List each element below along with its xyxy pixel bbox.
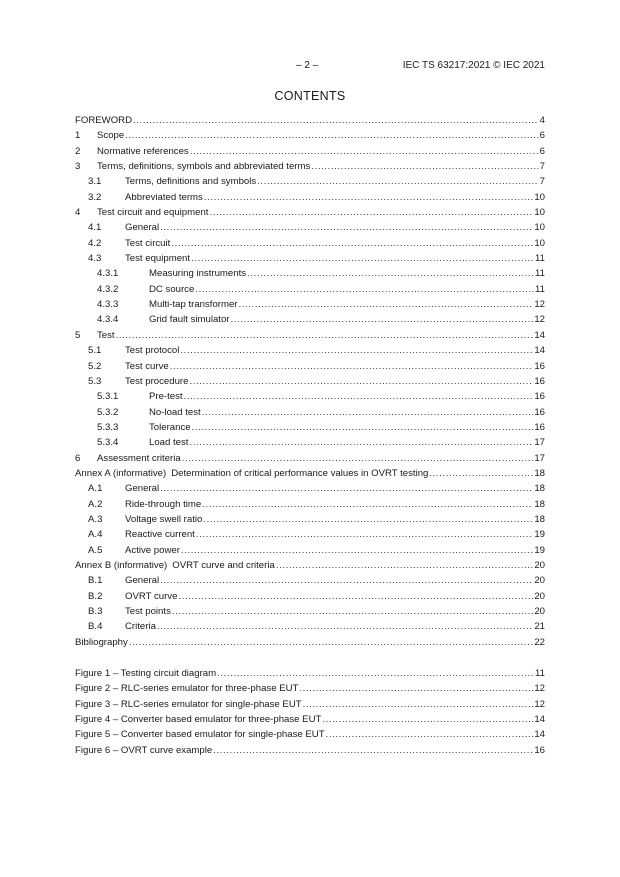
toc-entry[interactable] — [75, 527, 545, 542]
toc-entry-page: 22 — [534, 636, 545, 648]
dot-leader — [180, 343, 533, 358]
toc-entry-page: 12 — [534, 299, 545, 311]
toc-entry-number: 5.1 — [88, 345, 102, 357]
toc-entry-page: 6 — [539, 145, 545, 157]
toc-entry[interactable] — [75, 159, 545, 174]
figure-entry[interactable] — [75, 743, 545, 758]
toc-entry-number: 5.3.3 — [97, 421, 119, 433]
toc-entry[interactable] — [75, 405, 545, 420]
toc-entry-label: Normative references — [97, 145, 189, 157]
toc-entry-label: Reactive current — [125, 529, 195, 541]
toc-entry-number: 4.3.3 — [97, 299, 119, 311]
toc-entry-page: 14 — [534, 329, 545, 341]
toc-entry[interactable] — [75, 190, 545, 205]
dot-leader — [203, 512, 533, 527]
toc-entry-page: 20 — [534, 575, 545, 587]
figure-entry-label: Figure 3 – RLC-series emulator for single-phase EUT — [75, 698, 302, 710]
toc-entry-page: 7 — [539, 176, 545, 188]
dot-leader — [172, 604, 533, 619]
dot-leader — [160, 573, 533, 588]
dot-leader — [191, 251, 534, 266]
toc-entry-number: 3.2 — [88, 191, 102, 203]
dot-leader — [326, 727, 534, 742]
toc-entry-label: Test circuit — [125, 237, 171, 249]
toc-entry-page: 17 — [534, 452, 545, 464]
toc-entry[interactable] — [75, 435, 545, 450]
page-number: – 2 – — [296, 60, 319, 71]
toc-entry-label: Multi-tap transformer — [149, 299, 238, 311]
dot-leader — [231, 312, 534, 327]
toc-entry[interactable] — [75, 619, 545, 634]
toc-entry[interactable] — [75, 113, 545, 128]
toc-entry-page: 11 — [535, 268, 545, 280]
toc-entry-label: Voltage swell ratio — [125, 513, 203, 525]
dot-leader — [202, 405, 534, 420]
toc-entry-number: A.5 — [88, 544, 103, 556]
toc-entry-label: No-load test — [149, 406, 201, 418]
dot-leader — [178, 589, 533, 604]
toc-entry-page: 20 — [534, 559, 545, 571]
figure-entry-page: 16 — [534, 744, 545, 756]
dot-leader — [209, 205, 533, 220]
dot-leader — [171, 236, 533, 251]
toc-entry-page: 18 — [534, 467, 545, 479]
dot-leader — [239, 297, 534, 312]
dot-leader — [299, 681, 533, 696]
page-title: CONTENTS — [274, 89, 346, 103]
toc-entry-page: 19 — [534, 529, 545, 541]
figure-entry[interactable] — [75, 727, 545, 742]
dot-leader — [129, 635, 534, 650]
toc-entry-label: Terms, definitions, symbols and abbreviated terms — [97, 161, 311, 173]
figure-entry-page: 14 — [534, 714, 545, 726]
toc-entry-number: 4.3.1 — [97, 268, 119, 280]
dot-leader — [189, 435, 533, 450]
toc-entry-number: Annex B (informative) — [75, 559, 168, 571]
toc-entry-number: A.3 — [88, 513, 103, 525]
toc-entry-label: General — [125, 575, 160, 587]
toc-entry-label: OVRT curve and criteria — [172, 559, 275, 571]
toc-entry-number: 3.1 — [88, 176, 102, 188]
figure-entry-label: Figure 1 – Testing circuit diagram — [75, 668, 217, 680]
dot-leader — [157, 619, 533, 634]
dot-leader — [276, 558, 534, 573]
dot-leader — [184, 389, 534, 404]
toc-entry[interactable] — [75, 144, 545, 159]
toc-entry-page: 17 — [534, 437, 545, 449]
toc-entry[interactable] — [75, 297, 545, 312]
document-id: IEC TS 63217:2021 © IEC 2021 — [402, 60, 545, 71]
toc-entry-number: 5.3.4 — [97, 437, 119, 449]
toc-entry-label: Test procedure — [125, 375, 189, 387]
toc-entry-number: 4.1 — [88, 222, 102, 234]
dot-leader — [125, 128, 538, 143]
toc-entry-page: 10 — [534, 222, 545, 234]
toc-entry[interactable] — [75, 282, 545, 297]
toc-entry-label: Grid fault simulator — [149, 314, 230, 326]
toc-entry-label: Load test — [149, 437, 189, 449]
toc-entry-page: 4 — [539, 115, 545, 126]
toc-entry-label: OVRT curve — [125, 590, 178, 602]
dot-leader — [303, 697, 534, 712]
dot-leader — [257, 174, 538, 189]
page-header — [0, 60, 620, 74]
toc-entry[interactable] — [75, 174, 545, 189]
toc-entry-label: Test points — [125, 606, 171, 617]
toc-entry-label: Scope — [97, 130, 125, 142]
figure-entry[interactable] — [75, 697, 545, 712]
toc-entry-page: 20 — [534, 606, 545, 617]
figure-entry-page: 12 — [534, 698, 545, 710]
toc-entry-page: 16 — [534, 391, 545, 403]
toc-entry-page: 10 — [534, 207, 545, 219]
toc-entry-page: 14 — [534, 345, 545, 357]
toc-entry-page: 18 — [534, 498, 545, 510]
toc-entry-label: Tolerance — [149, 421, 191, 433]
dot-leader — [160, 481, 533, 496]
dot-leader — [196, 527, 533, 542]
toc-entry-label: Test circuit and equipment — [97, 207, 209, 219]
toc-entry-page: 7 — [539, 161, 545, 173]
toc-entry[interactable] — [75, 236, 545, 251]
toc-entry-label: Pre-test — [149, 391, 183, 403]
toc-entry-label: Active power — [125, 544, 180, 556]
toc-entry-page: 20 — [534, 590, 545, 602]
figure-entry-label: Figure 5 – Converter based emulator for single-phase EUT — [75, 729, 325, 741]
toc-entry[interactable] — [75, 266, 545, 281]
toc-entry-label: Test protocol — [125, 345, 180, 357]
dot-leader — [195, 282, 534, 297]
toc-entry-label: General — [125, 222, 160, 234]
dot-leader — [182, 451, 534, 466]
figure-entry[interactable] — [75, 666, 545, 681]
toc-entry-number: B.4 — [88, 621, 103, 633]
toc-entry-number: 5.2 — [88, 360, 102, 372]
dot-leader — [160, 220, 533, 235]
toc-entry[interactable] — [75, 128, 545, 143]
toc-entry-number: 5.3 — [88, 375, 102, 387]
toc-entry-page: 21 — [534, 621, 545, 633]
toc-entry-label: Measuring instruments — [149, 268, 247, 280]
toc-entry[interactable] — [75, 205, 545, 220]
toc-entry-page: 10 — [534, 237, 545, 249]
toc-entry-page: 12 — [534, 314, 545, 326]
section-gap — [75, 650, 545, 666]
dot-leader — [204, 190, 533, 205]
toc-entry-page: 18 — [534, 483, 545, 495]
toc-entry-label: Determination of critical performance values in OVRT testing — [171, 467, 429, 479]
toc-entry-page: 11 — [535, 253, 545, 265]
figure-entry[interactable] — [75, 681, 545, 696]
table-of-contents — [75, 113, 545, 758]
toc-entry[interactable] — [75, 251, 545, 266]
toc-entry[interactable] — [75, 312, 545, 327]
toc-entry-page: 10 — [534, 191, 545, 203]
toc-entry-label: Abbreviated terms — [125, 191, 203, 203]
toc-entry-number: A.4 — [88, 529, 103, 541]
toc-entry-number: B.2 — [88, 590, 103, 602]
dot-leader — [311, 159, 538, 174]
toc-entry[interactable] — [75, 420, 545, 435]
figure-entry-label: Figure 6 – OVRT curve example — [75, 744, 213, 756]
dot-leader — [170, 359, 534, 374]
toc-entry-number: 1 — [75, 130, 81, 142]
dot-leader — [181, 543, 533, 558]
toc-entry-number: 5.3.1 — [97, 391, 119, 403]
dot-leader — [322, 712, 533, 727]
toc-entry[interactable] — [75, 359, 545, 374]
toc-entry-number: 4 — [75, 207, 81, 219]
toc-entry-label: General — [125, 483, 160, 495]
toc-entry-number: 4.2 — [88, 237, 102, 249]
toc-entry-label: DC source — [149, 283, 195, 295]
toc-entry[interactable] — [75, 328, 545, 343]
toc-entry-label: Bibliography — [75, 636, 128, 648]
toc-entry-number: A.1 — [88, 483, 103, 495]
toc-entry-label: Test — [97, 329, 115, 341]
toc-entry[interactable] — [75, 374, 545, 389]
figure-entry[interactable] — [75, 712, 545, 727]
toc-entry[interactable] — [75, 481, 545, 496]
toc-entry-number: 2 — [75, 145, 81, 157]
dot-leader — [202, 497, 533, 512]
dot-leader — [429, 466, 533, 481]
toc-entry[interactable] — [75, 512, 545, 527]
toc-entry-page: 16 — [534, 360, 545, 372]
toc-entry-number: 5.3.2 — [97, 406, 119, 418]
toc-entry-number: 4.3 — [88, 253, 102, 265]
toc-entry[interactable] — [75, 558, 545, 573]
toc-entry-page: 16 — [534, 406, 545, 418]
figure-entry-page: 12 — [534, 683, 545, 695]
toc-entry-page: 19 — [534, 544, 545, 556]
dot-leader — [213, 743, 533, 758]
toc-entry-number: Annex A (informative) — [75, 467, 167, 479]
toc-entry[interactable] — [75, 604, 545, 619]
toc-entry-page: 11 — [535, 283, 545, 295]
toc-entry-number: 4.3.4 — [97, 314, 119, 326]
toc-entry-label: Ride-through time — [125, 498, 202, 510]
toc-entry[interactable] — [75, 466, 545, 481]
toc-entry-label: Test equipment — [125, 253, 191, 265]
toc-entry-number: 4.3.2 — [97, 283, 119, 295]
figure-entry-page: 11 — [535, 668, 545, 680]
toc-entry-number: 3 — [75, 161, 81, 173]
toc-entry[interactable] — [75, 573, 545, 588]
toc-entry-label: Terms, definitions and symbols — [125, 176, 257, 188]
dot-leader — [247, 266, 534, 281]
dot-leader — [217, 666, 534, 681]
toc-entry-label: Assessment criteria — [97, 452, 181, 464]
toc-entry-page: 16 — [534, 375, 545, 387]
toc-entry-number: B.1 — [88, 575, 103, 587]
toc-entry-label: Criteria — [125, 621, 156, 633]
toc-entry-number: B.3 — [88, 606, 103, 617]
toc-entry[interactable] — [75, 543, 545, 558]
dot-leader — [133, 113, 539, 128]
toc-entry-label: Test curve — [125, 360, 169, 372]
figure-entry-label: Figure 4 – Converter based emulator for three-phase EUT — [75, 714, 322, 726]
dot-leader — [116, 328, 534, 343]
toc-entry-number: 6 — [75, 452, 81, 464]
toc-entry-page: 6 — [539, 130, 545, 142]
toc-entry-page: 16 — [534, 421, 545, 433]
dot-leader — [192, 420, 534, 435]
dot-leader — [190, 144, 539, 159]
toc-entry-label: FOREWORD — [75, 115, 133, 126]
dot-leader — [189, 374, 533, 389]
toc-entry-page: 18 — [534, 513, 545, 525]
toc-entry-number: A.2 — [88, 498, 103, 510]
toc-entry-number: 5 — [75, 329, 81, 341]
toc-entry[interactable] — [75, 635, 545, 650]
toc-entry[interactable] — [75, 220, 545, 235]
toc-entry[interactable] — [75, 589, 545, 604]
figure-entry-label: Figure 2 – RLC-series emulator for three-phase EUT — [75, 683, 299, 695]
toc-entry[interactable] — [75, 389, 545, 404]
toc-entry[interactable] — [75, 451, 545, 466]
toc-entry[interactable] — [75, 343, 545, 358]
figure-entry-page: 14 — [534, 729, 545, 741]
toc-entry[interactable] — [75, 497, 545, 512]
